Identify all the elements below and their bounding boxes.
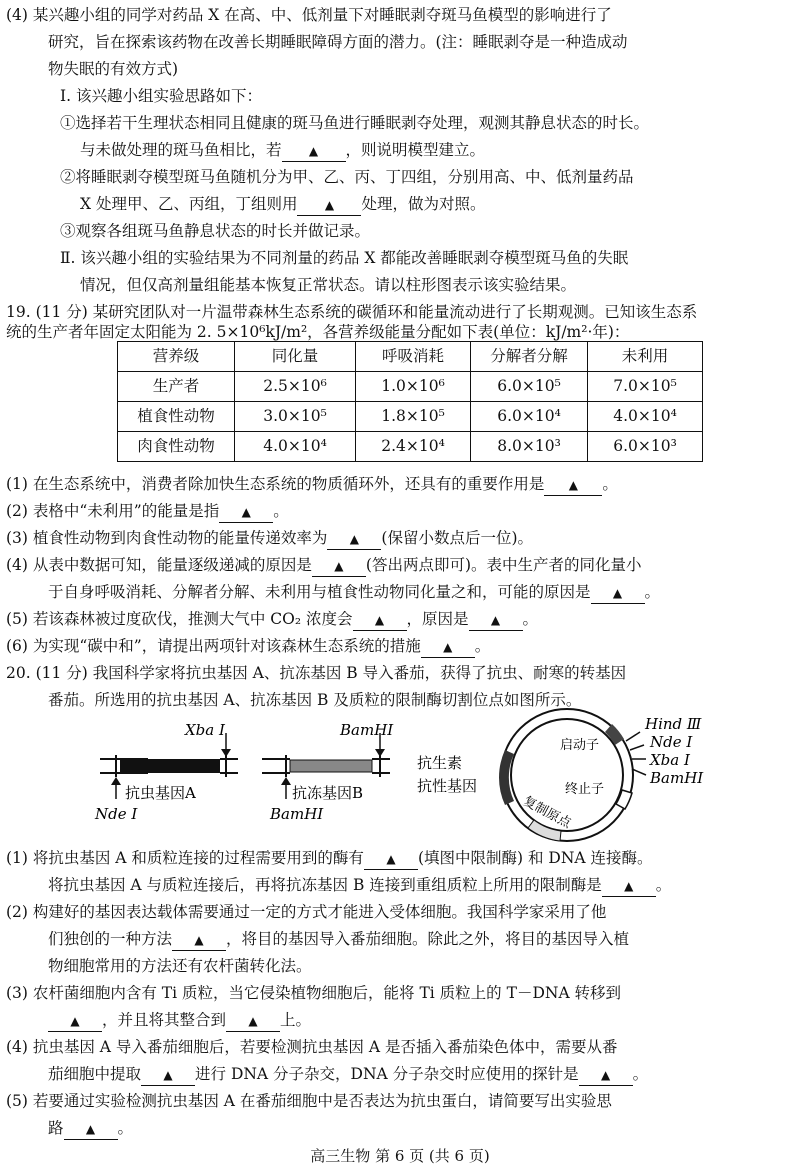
answer-blank[interactable]: ▲ — [64, 1118, 118, 1140]
q18-4-line: Ⅱ. 该兴趣小组的实验结果为不同剂量的药品 X 都能改善睡眠剥夺模型斑马鱼的失眠 — [60, 249, 629, 267]
q20-3: (3) 农杆菌细胞内含有 Ti 质粒，当它侵染植物细胞后，能将 Ti 质粒上的 T－DNA 转移到 — [6, 984, 622, 1002]
hindiii-label: Hind Ⅲ — [645, 715, 702, 733]
q19-4: (4) 从表中数据可知，能量逐级递减的原因是 ▲ (答出两点即可)。表中生产者的同化量小 — [6, 552, 642, 579]
promoter-label: 启动子 — [560, 738, 600, 753]
q20-2: (2) 构建好的基因表达载体需要通过一定的方式才能进入受体细胞。我国科学家采用了他 — [6, 903, 607, 921]
gene-b-label: 抗冻基因B — [292, 784, 364, 802]
q19-2: (2) 表格中“未利用”的能量是指 ▲ 。 — [6, 498, 289, 525]
table-cell: 肉食性动物 — [118, 432, 235, 462]
q20-2: 们独创的一种方法 ▲ ，将目的基因导入番茄细胞。除此之外，将目的基因导入植 — [48, 926, 629, 953]
plasmid — [417, 709, 704, 841]
terminator-label: 终止子 — [565, 782, 605, 797]
table-cell: 3.0×10⁵ — [235, 402, 356, 432]
ndei-label-a: Nde Ⅰ — [95, 805, 138, 823]
origin-label: 复制原点 — [520, 793, 574, 832]
q20-intro: 番茄。所选用的抗虫基因 A、抗冻基因 B 及质粒的限制酶切割位点如图所示。 — [48, 691, 582, 709]
table-cell: 4.0×10⁴ — [588, 402, 703, 432]
xbai-label-plasmid: Xba Ⅰ — [650, 751, 690, 769]
page-footer: 高三生物 第 6 页 (共 6 页) — [310, 1147, 490, 1165]
table-header: 同化量 — [235, 342, 356, 372]
table-cell: 1.0×10⁶ — [356, 372, 471, 402]
answer-blank[interactable]: ▲ — [353, 609, 407, 631]
table-row — [118, 402, 703, 432]
table-cell: 生产者 — [118, 372, 235, 402]
xbai-label-a: Xba Ⅰ — [185, 721, 225, 739]
q20-4: 茄细胞中提取 ▲ 进行 DNA 分子杂交，DNA 分子杂交时应使用的探针是 ▲ 。 — [48, 1061, 648, 1088]
answer-blank[interactable]: ▲ — [282, 140, 346, 162]
table-row — [118, 372, 703, 402]
q20-1: (1) 将抗虫基因 A 和质粒连接的过程需要用到的酶有 ▲ (填图中限制酶) 和 DNA 连接酶。 — [6, 845, 653, 872]
answer-blank[interactable]: ▲ — [297, 194, 361, 216]
table-header-row — [118, 342, 703, 372]
q20-5: 路 ▲ 。 — [48, 1115, 133, 1142]
bamhi-label-plasmid: BamHⅠ — [650, 769, 704, 787]
answer-blank[interactable]: ▲ — [469, 609, 523, 631]
table-cell: 8.0×10³ — [471, 432, 588, 462]
q18-4-line: ②将睡眠剥夺模型斑马鱼随机分为甲、乙、丙、丁四组，分别用高、中、低剂量药品 — [60, 168, 634, 186]
gene-b-fragment — [262, 721, 394, 823]
answer-blank[interactable]: ▲ — [172, 929, 226, 951]
answer-blank[interactable]: ▲ — [226, 1010, 280, 1032]
table-cell: 6.0×10⁴ — [471, 402, 588, 432]
table-cell: 2.4×10⁴ — [356, 432, 471, 462]
q19-4: 于自身呼吸消耗、分解者分解、未利用与植食性动物同化量之和，可能的原因是 ▲ 。 — [48, 579, 660, 606]
gene-a-fragment — [94, 721, 238, 823]
q20-4: (4) 抗虫基因 A 导入番茄细胞后，若要检测抗虫基因 A 是否插入番茄染色体中，需要从番 — [6, 1038, 618, 1056]
energy-table — [117, 341, 703, 462]
q20-intro: 20. (11 分) 我国科学家将抗虫基因 A、抗冻基因 B 导入番茄，获得了抗虫、耐寒的转基因 — [6, 664, 627, 682]
table-cell: 6.0×10³ — [588, 432, 703, 462]
resistance-label-2: 抗性基因 — [417, 777, 478, 795]
q18-4-line: 物失眠的有效方式) — [48, 60, 179, 78]
q19-intro: 统的生产者年固定太阳能为 2. 5×10⁶kJ/m²，各营养级能量分配如下表(单位：kJ/m²·年)： — [6, 323, 630, 341]
q18-4-line: 情况，但仅高剂量组能基本恢复正常状态。请以柱形图表示该实验结果。 — [80, 276, 577, 294]
gene-a-label: 抗虫基因A — [125, 784, 196, 802]
q19-1: (1) 在生态系统中，消费者除加快生态系统的物质循环外，还具有的重要作用是 ▲ 。 — [6, 471, 618, 498]
q18-4-line: 研究，旨在探索该药物在改善长期睡眠障碍方面的潜力。(注：睡眠剥夺是一种造成动 — [48, 33, 628, 51]
answer-blank[interactable]: ▲ — [327, 528, 381, 550]
q18-4-line: Ⅰ. 该兴趣小组实验思路如下： — [60, 87, 262, 105]
answer-blank[interactable]: ▲ — [364, 848, 418, 870]
q20-1: 将抗虫基因 A 与质粒连接后，再将抗冻基因 B 连接到重组质粒上所用的限制酶是 ▲ 。 — [48, 872, 671, 899]
q19-5: (5) 若该森林被过度砍伐，推测大气中 CO₂ 浓度会 ▲ ，原因是 ▲ 。 — [6, 606, 538, 633]
answer-blank[interactable]: ▲ — [141, 1064, 195, 1086]
table-header: 呼吸消耗 — [356, 342, 471, 372]
answer-blank[interactable]: ▲ — [312, 555, 366, 577]
answer-blank[interactable]: ▲ — [48, 1010, 102, 1032]
answer-blank[interactable]: ▲ — [591, 582, 645, 604]
table-cell: 7.0×10⁵ — [588, 372, 703, 402]
answer-blank[interactable]: ▲ — [421, 636, 475, 658]
q20-3: ▲ ，并且将其整合到 ▲ 上。 — [48, 1007, 311, 1034]
table-cell: 4.0×10⁴ — [235, 432, 356, 462]
table-cell: 1.8×10⁵ — [356, 402, 471, 432]
q19-6: (6) 为实现“碳中和”，请提出两项针对该森林生态系统的措施 ▲ 。 — [6, 633, 490, 660]
q20-2: 物细胞常用的方法还有农杆菌转化法。 — [48, 957, 312, 975]
resistance-label-1: 抗生素 — [417, 754, 463, 772]
table-header: 分解者分解 — [471, 342, 588, 372]
table-cell: 植食性动物 — [118, 402, 235, 432]
q18-4-line: 与未做处理的斑马鱼相比，若 ▲ ，则说明模型建立。 — [80, 137, 485, 164]
q19-intro: 19. (11 分) 某研究团队对一片温带森林生态系统的碳循环和能量流动进行了长期观测。已知该生态系 — [6, 303, 698, 321]
table-row — [118, 432, 703, 462]
q18-4-line: X 处理甲、乙、丙组，丁组则用 ▲ 处理，做为对照。 — [80, 191, 485, 218]
answer-blank[interactable]: ▲ — [544, 474, 602, 496]
table-cell: 6.0×10⁵ — [471, 372, 588, 402]
q18-4-line: ①选择若干生理状态相同且健康的斑马鱼进行睡眠剥夺处理，观测其静息状态的时长。 — [60, 114, 650, 132]
gene-plasmid-figure — [0, 705, 800, 845]
q19-3: (3) 植食性动物到肉食性动物的能量传递效率为 ▲ (保留小数点后一位)。 — [6, 525, 533, 552]
bamhi-label-b-bottom: BamHⅠ — [270, 805, 324, 823]
q18-4-line: ③观察各组斑马鱼静息状态的时长并做记录。 — [60, 222, 371, 240]
answer-blank[interactable]: ▲ — [219, 501, 273, 523]
table-header: 营养级 — [118, 342, 235, 372]
answer-blank[interactable]: ▲ — [579, 1064, 633, 1086]
ndei-label-plasmid: Nde Ⅰ — [650, 733, 693, 751]
q18-4-line: (4) 某兴趣小组的同学对药品 X 在高、中、低剂量下对睡眠剥夺斑马鱼模型的影响进行了 — [6, 6, 612, 24]
table-cell: 2.5×10⁶ — [235, 372, 356, 402]
answer-blank[interactable]: ▲ — [602, 875, 656, 897]
table-header: 未利用 — [588, 342, 703, 372]
q20-5: (5) 若要通过实验检测抗虫基因 A 在番茄细胞中是否表达为抗虫蛋白，请简要写出实验思 — [6, 1092, 612, 1110]
bamhi-label-b-top: BamHⅠ — [340, 721, 394, 739]
